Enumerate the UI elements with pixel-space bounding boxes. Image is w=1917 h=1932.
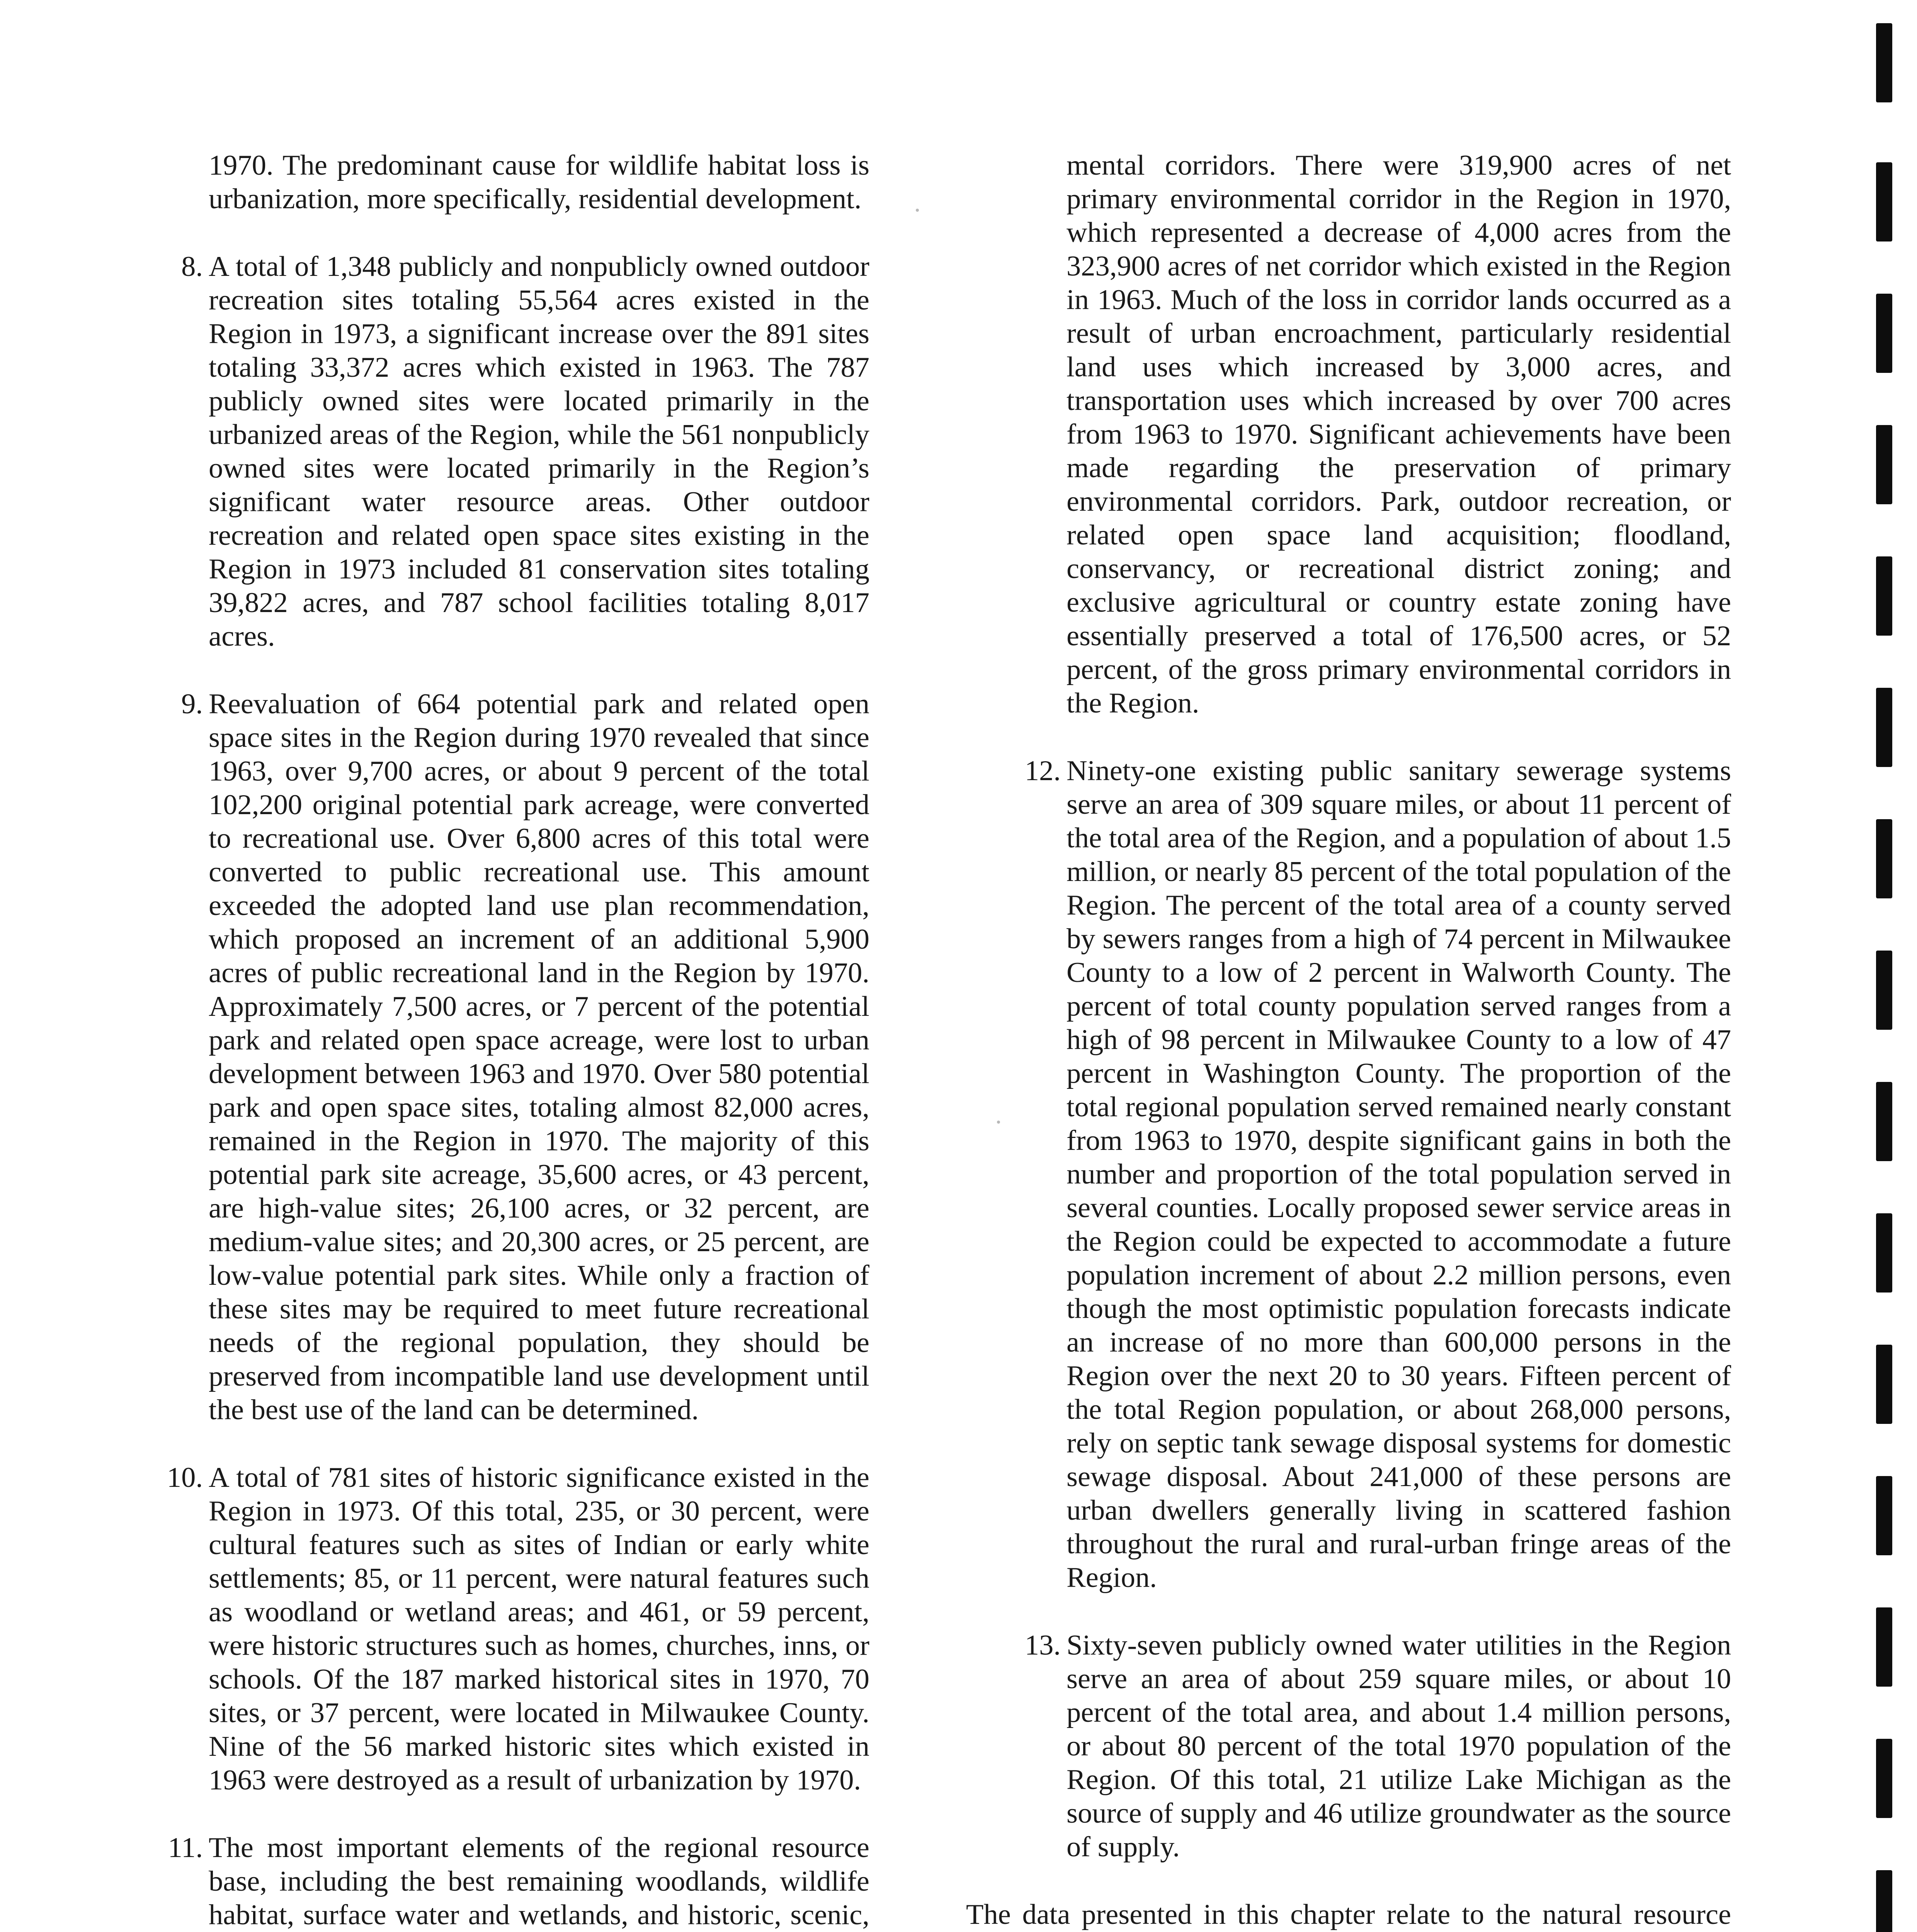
list-item-text: Ninety-one existing public sanitary sewerage systems serve an area of 309 square miles, or about 11 percent of the total area of the Region, and a population of about 1.5 million, or nearly 85 percent of the total population of the Region. The percent of the total area of a county served by sewers ranges from a high of 74 percent in Milwaukee County to a low of 2 percent in Walworth County. The percent of total county population served ranges from a high of 98 percent in Milwaukee County to a low of 47 percent in Washington County. The proportion of the total regional population served remained nearly constant from 1963 to 1970, despite significant gains in both the number and proportion of the total population served in several counties. Locally proposed sewer service areas in the Region could be expected to accommodate a future population increment of about 2.2 million persons, even though the most optimistic population forecasts indicate an increase of no more than 600,000 persons in the Region over the next 20 to 30 years. Fifteen percent of the total Region population, or about 268,000 persons, rely on septic tank sewage disposal systems for domestic sewage disposal. About 241,000 of these persons are urban dwellers generally living in scattered fashion throughout the rural and rural-urban fringe areas of the Region. bbox=[1067, 755, 1731, 1594]
list-item-number: 8. bbox=[181, 251, 203, 282]
list-item-text: Reevaluation of 664 potential park and related open space sites in the Region during 1970 revealed that since 1963, over 9,700 acres, or about 9 percent of the total 102,200 original potential park acreage, were converted to recreational use. Over 6,800 acres of this total were converted to public recreational use. This amount exceeded the adopted land use plan recommendation, which proposed an increment of an additional 5,900 acres of public recreational land in the Region by 1970. Approximately 7,500 acres, or 7 percent of the potential park and related open space acreage, were lost to urban development between 1963 and 1970. Over 580 potential park and open space sites, totaling almost 82,000 acres, remained in the Region in 1970. The majority of this potential park site acreage, 35,600 acres, or 43 percent, are high-value sites; 26,100 acres, or 32 percent, are medium-value sites; and 20,300 acres, or 25 percent, are low-value potential park sites. While only a fraction of these sites may be required to meet future recreational needs of the regional population, they should be preserved from incompatible land use development until the best use of the land can be determined. bbox=[209, 688, 869, 1426]
registration-mark bbox=[1876, 294, 1892, 373]
registration-mark bbox=[1876, 1607, 1892, 1687]
list-item-text: The most important elements of the regional resource base, including the best remaining woodlands, wildlife habitat, surface water and wetlands, and historic, scenic, bbox=[209, 1832, 869, 1931]
list-item-12 bbox=[966, 754, 1731, 1595]
scan-speck bbox=[997, 1121, 1000, 1124]
list-item-number: 11. bbox=[168, 1832, 203, 1864]
list-item-10 bbox=[116, 1461, 869, 1797]
right-continuation-paragraph: mental corridors. There were 319,900 acres of net primary environmental corridor in the Region in 1970, which represented a decrease of 4,000 acres from the 323,900 acres of net corridor which existed in the Region in 1963. Much of the loss in corridor lands occurred as a result of urban encroachment, particularly residential land uses which increased by 3,000 acres, and transportation uses which increased by over 700 acres from 1963 to 1970. Significant achievements have been made regarding the preservation of primary environmental corridors. Park, outdoor recreation, or related open space land acquisition; floodland, conservancy, or recreational district zoning; and exclusive agricultural or country estate zoning have essentially preserved a total of 176,500 acres, or 52 percent, of the gross primary environmental corridors in the Region. bbox=[1067, 150, 1731, 719]
registration-mark bbox=[1876, 1476, 1892, 1555]
registration-mark bbox=[1876, 23, 1892, 102]
list-item-11 bbox=[116, 1831, 869, 1932]
registration-mark bbox=[1876, 162, 1892, 242]
right-column bbox=[966, 149, 1731, 1932]
closing-paragraph: The data presented in this chapter relate to the natural resource bbox=[966, 1899, 1731, 1930]
list-item-9 bbox=[116, 687, 869, 1427]
registration-mark bbox=[1876, 556, 1892, 636]
registration-mark bbox=[1876, 1739, 1892, 1818]
scan-edge-marks bbox=[1876, 0, 1899, 1932]
list-item-8 bbox=[116, 250, 869, 653]
left-continuation-paragraph: 1970. The predominant cause for wildlife habitat loss is urbanization, more specifically, residential development. bbox=[209, 150, 869, 215]
registration-mark bbox=[1876, 688, 1892, 767]
registration-mark bbox=[1876, 1870, 1892, 1932]
registration-mark bbox=[1876, 425, 1892, 504]
registration-mark bbox=[1876, 819, 1892, 898]
registration-mark bbox=[1876, 951, 1892, 1030]
list-item-number: 12. bbox=[1024, 755, 1061, 787]
list-item-text: A total of 781 sites of historic significance existed in the Region in 1973. Of this total, 235, or 30 percent, were cultural features such as sites of Indian or early white settlements; 85, or 11 percent, were natural features such as woodland or wetland areas; and 461, or 59 percent, were historic structures such as homes, churches, inns, or schools. Of the 187 marked historical sites in 1970, 70 sites, or 37 percent, were located in Milwaukee County. Nine of the 56 marked historic sites which existed in 1963 were destroyed as a result of urbanization by 1970. bbox=[209, 1462, 869, 1796]
list-item-13 bbox=[966, 1629, 1731, 1864]
list-item-number: 10. bbox=[167, 1462, 203, 1493]
list-item-number: 9. bbox=[181, 688, 203, 720]
scan-speck bbox=[916, 209, 919, 212]
left-column bbox=[116, 149, 869, 1932]
list-item-text: A total of 1,348 publicly and nonpublicly owned outdoor recreation sites totaling 55,564 acres existed in the Region in 1973, a significant increase over the 891 sites totaling 33,372 acres which existed in 1963. The 787 publicly owned sites were located primarily in the urbanized areas of the Region, while the 561 nonpublicly owned sites were located primarily in the Region’s significant water resource areas. Other outdoor recreation and related open space sites existing in the Region in 1973 included 81 conservation sites totaling 39,822 acres, and 787 school facilities totaling 8,017 acres. bbox=[209, 251, 869, 652]
list-item-text: Sixty-seven publicly owned water utilities in the Region serve an area of about 259 square miles, or about 10 percent of the total area, and about 1.4 million persons, or about 80 percent of the total 1970 population of the Region. Of this total, 21 utilize Lake Michigan as the source of supply and 46 utilize groundwater as the source of supply. bbox=[1067, 1629, 1731, 1863]
registration-mark bbox=[1876, 1345, 1892, 1424]
registration-mark bbox=[1876, 1213, 1892, 1293]
list-item-number: 13. bbox=[1024, 1629, 1061, 1661]
registration-mark bbox=[1876, 1082, 1892, 1161]
